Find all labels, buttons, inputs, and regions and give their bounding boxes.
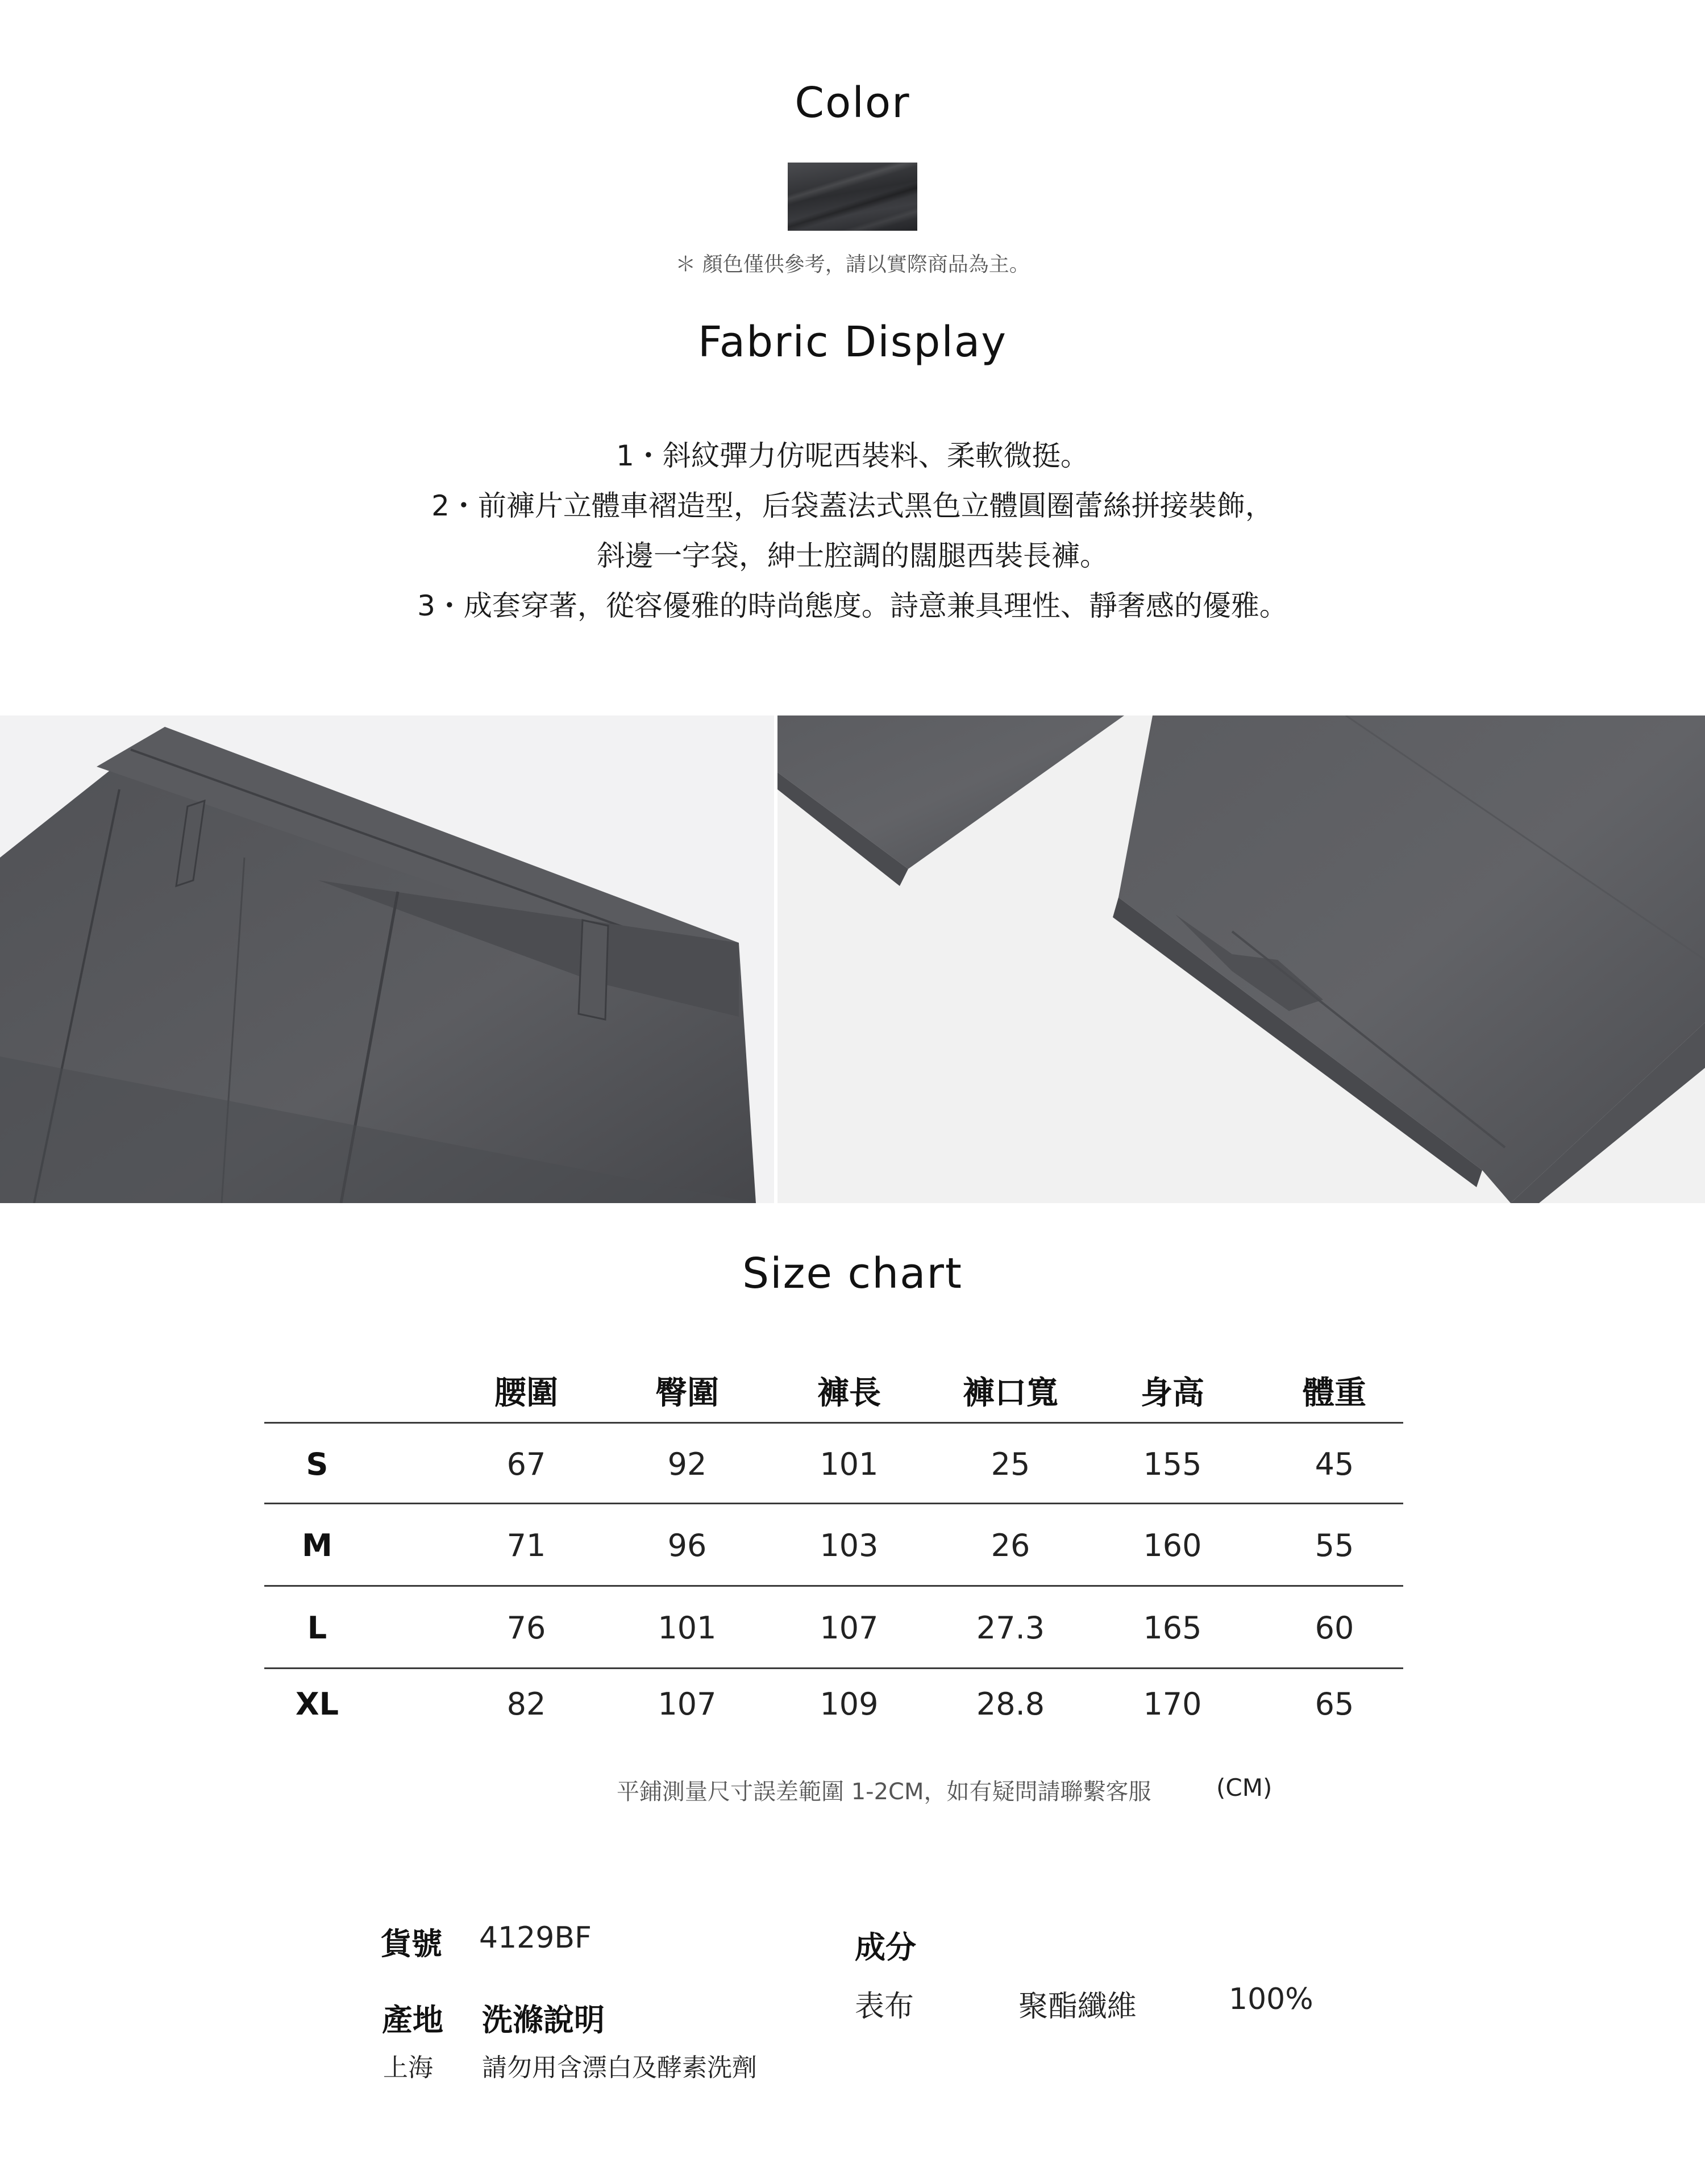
wash-value: 請勿用含漂白及酵素洗劑 (482, 2053, 757, 2082)
header-height: 身高 (1141, 1374, 1204, 1412)
wash-label: 洗滌說明 (482, 2002, 605, 2038)
table-cell: 170 (1143, 1686, 1202, 1722)
table-cell: 65 (1315, 1686, 1354, 1722)
table-cell: 107 (820, 1610, 879, 1646)
size-label: L (307, 1610, 327, 1646)
header-length: 褲長 (817, 1374, 881, 1412)
fabric-line: 2・前褲片立體車褶造型，后袋蓋法式黑色立體圓圈蕾絲拼接裝飾， (431, 489, 1274, 522)
header-waist: 腰圍 (494, 1374, 558, 1412)
size-note: 平鋪測量尺寸誤差範圍 1-2CM，如有疑問請聯繫客服 (617, 1779, 1151, 1805)
header-hip: 臀圍 (655, 1374, 719, 1412)
fabric-percent: 100% (1229, 1982, 1313, 2016)
size-label: M (302, 1528, 332, 1563)
table-cell: 155 (1143, 1446, 1202, 1482)
table-cell: 28.8 (976, 1686, 1045, 1722)
item-no-label: 貨號 (381, 1926, 442, 1962)
fabric-material: 聚酯纖維 (1018, 1990, 1137, 2024)
table-row (264, 1669, 1403, 1738)
table-cell: 96 (667, 1528, 707, 1563)
table-cell: 165 (1143, 1610, 1202, 1646)
size-unit: (CM) (1216, 1774, 1272, 1802)
item-no-value: 4129BF (479, 1921, 592, 1955)
table-cell: 160 (1143, 1528, 1202, 1563)
fabric-line: 1・斜紋彈力仿呢西裝料、柔軟微挺。 (616, 439, 1089, 472)
size-table-header (264, 1357, 1403, 1424)
fabric-description (0, 431, 1705, 631)
table-cell: 101 (820, 1446, 879, 1482)
header-weight: 體重 (1303, 1374, 1366, 1412)
table-cell: 101 (658, 1610, 717, 1646)
waistband-photo (0, 715, 774, 1203)
table-cell: 25 (991, 1446, 1030, 1482)
table-row (264, 1424, 1403, 1504)
fabric-line: 斜邊一字袋，紳士腔調的闊腿西裝長褲。 (597, 539, 1108, 572)
hem-photo (777, 715, 1705, 1203)
table-cell: 76 (506, 1610, 546, 1646)
table-row (264, 1504, 1403, 1587)
table-cell: 45 (1315, 1446, 1354, 1482)
size-chart-title: Size chart (742, 1249, 963, 1298)
table-cell: 67 (506, 1446, 546, 1482)
color-note: ＊ 顏色僅供參考，請以實際商品為主。 (675, 253, 1030, 276)
color-swatch (788, 163, 917, 231)
table-cell: 82 (506, 1686, 546, 1722)
fabric-line: 3・成套穿著，從容優雅的時尚態度。詩意兼具理性、靜奢感的優雅。 (417, 589, 1288, 622)
table-cell: 60 (1315, 1610, 1354, 1646)
origin-label: 產地 (382, 2002, 443, 2038)
header-hem-width: 褲口寬 (963, 1374, 1058, 1412)
size-label: S (306, 1446, 328, 1482)
origin-value: 上海 (383, 2053, 433, 2082)
table-cell: 109 (820, 1686, 879, 1722)
table-row (264, 1587, 1403, 1669)
table-cell: 55 (1315, 1528, 1354, 1563)
fabric-title: Fabric Display (697, 318, 1008, 367)
color-title: Color (795, 78, 910, 127)
table-cell: 92 (667, 1446, 707, 1482)
composition-label: 成分 (855, 1929, 916, 1965)
fabric-label: 表布 (855, 1990, 914, 2024)
table-cell: 107 (658, 1686, 717, 1722)
size-label: XL (295, 1686, 339, 1722)
table-cell: 26 (991, 1528, 1030, 1563)
table-cell: 71 (506, 1528, 546, 1563)
table-cell: 27.3 (976, 1610, 1045, 1646)
size-table (264, 1357, 1403, 1738)
table-cell: 103 (820, 1528, 879, 1563)
